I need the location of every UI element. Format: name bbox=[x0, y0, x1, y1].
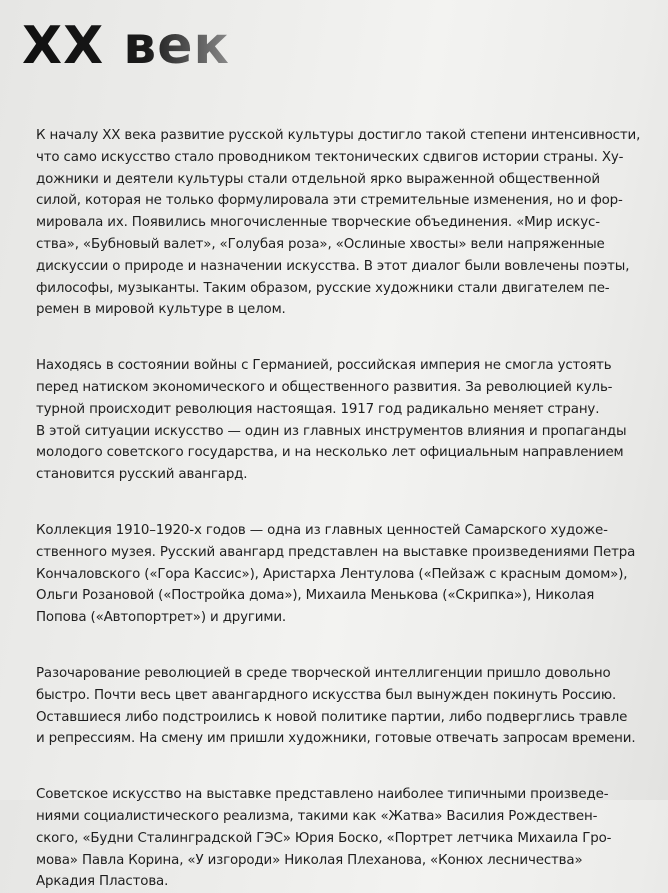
text-line: силой, которая не только формулировала эти стремительные изменения, но и фор- bbox=[36, 193, 623, 209]
text-line: ниями социалистического реализма, такими как «Жатва» Василия Рождествен- bbox=[36, 808, 598, 824]
text-line: Разочарование революцией в среде творческой интеллигенции пришло довольно bbox=[36, 665, 611, 681]
text-line: молодого советского государства, и на несколько лет официальным направлением bbox=[36, 445, 624, 461]
text-line: Ольги Розановой («Постройка дома»), Михаила Менькова («Скрипка»), Николая bbox=[36, 588, 595, 604]
text-line: Кончаловского («Гора Кассис»), Аристарха Лентулова («Пейзаж с красным домом»), bbox=[36, 566, 628, 582]
page-title: XX век bbox=[22, 16, 230, 76]
text-line: дискуссии о природе и назначении искусства. В этот диалог были вовлечены поэты, bbox=[36, 258, 630, 274]
paragraph-intro bbox=[36, 125, 652, 321]
text-line: Коллекция 1910–1920-х годов — одна из главных ценностей Самарского художе- bbox=[36, 522, 608, 538]
paragraph-collection bbox=[36, 520, 652, 629]
text-line: мова» Павла Корина, «У изгороди» Николая Плеханова, «Конюх лесничества» bbox=[36, 852, 583, 868]
text-line: быстро. Почти весь цвет авангардного искусства был вынужден покинуть Россию. bbox=[36, 687, 617, 703]
text-line: Попова («Автопортрет») и другими. bbox=[36, 610, 286, 626]
paragraph-soviet-art bbox=[36, 784, 652, 893]
text-line: становится русский авангард. bbox=[36, 467, 248, 483]
text-line: Оставшиеся либо подстроились к новой политике партии, либо подверглись травле bbox=[36, 709, 628, 725]
paragraph-disappointment bbox=[36, 663, 652, 750]
text-line: К началу XX века развитие русской культуры достигло такой степени интенсивности, bbox=[36, 128, 641, 143]
text-line: турной происходит революция настоящая. 1917 год радикально меняет страну. bbox=[36, 401, 600, 417]
text-line: перед натиском экономического и общественного развития. За революцией куль- bbox=[36, 379, 613, 395]
text-line: ремен в мировой культуре в целом. bbox=[36, 302, 286, 318]
body-text bbox=[36, 125, 652, 893]
text-line: что само искусство стало проводником тектонических сдвигов истории страны. Ху- bbox=[36, 149, 624, 165]
text-line: Находясь в состоянии войны с Германией, российская империя не смогла устоять bbox=[36, 358, 612, 374]
text-line: и репрессиям. На смену им пришли художники, готовые отвечать запросам времени. bbox=[36, 731, 636, 747]
text-line: В этой ситуации искусство — один из главных инструментов влияния и пропаганды bbox=[36, 423, 627, 439]
text-line: Советское искусство на выставке представлено наиболее типичными произведе- bbox=[36, 787, 609, 803]
text-line: Аркадия Пластова. bbox=[36, 874, 169, 890]
text-line: ственного музея. Русский авангард представлен на выставке произведениями Петра bbox=[36, 544, 636, 560]
text-line: мировала их. Появились многочисленные творческие объединения. «Мир искус- bbox=[36, 215, 600, 231]
paragraph-revolution bbox=[36, 355, 652, 486]
text-line: ского, «Будни Сталинградской ГЭС» Юрия Боско, «Портрет летчика Михаила Гро- bbox=[36, 830, 612, 846]
text-line: ства», «Бубновый валет», «Голубая роза», «Ослиные хвосты» вели напряженные bbox=[36, 236, 605, 252]
text-line: дожники и деятели культуры стали отдельной ярко выраженной общественной bbox=[36, 171, 600, 187]
text-line: философы, музыканты. Таким образом, русские художники стали двигателем пе- bbox=[36, 280, 610, 296]
